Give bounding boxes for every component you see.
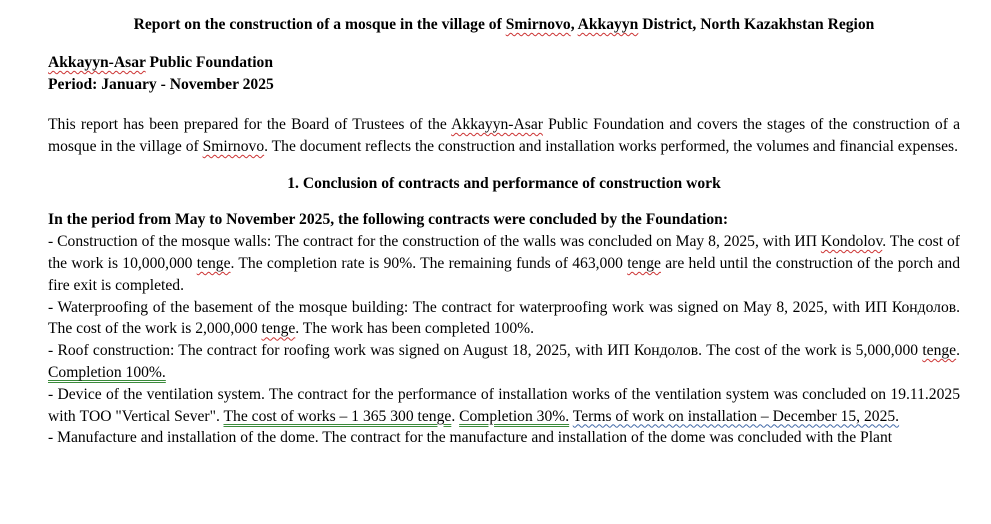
document-page <box>48 14 960 449</box>
cost-text: The cost of works – 1 365 300 tenge <box>223 407 452 425</box>
title-text: District, North Kazakhstan Region <box>638 16 875 33</box>
contract-item-waterproofing <box>48 297 960 341</box>
organization-block <box>48 52 960 95</box>
terms-text: Terms of work on installation – December 15, 2025. <box>572 407 900 425</box>
foundation-suffix: Public Foundation <box>145 54 274 71</box>
section-heading: 1. Conclusion of contracts and performance of construction work <box>287 174 721 192</box>
intro-text: . The document reflects the construction and installation works performed, the volumes and financial expenses. <box>264 137 958 155</box>
item-text: - Device of the ventilation system. The contract for the performance of installation works of the ventilation system was concluded on 19.11.2025 with ТОО "Vertical Sever". <box>48 385 960 425</box>
report-period: Period: January - November 2025 <box>48 75 274 93</box>
title-text: , <box>570 16 578 33</box>
foundation-name: Akkayyn-Asar <box>48 54 146 71</box>
item-text: . The completion rate is 90%. The remaining funds of 463,000 <box>230 254 628 272</box>
currency-word: tenge <box>196 254 231 272</box>
item-text: . <box>451 407 460 425</box>
completion-text: Completion 30%. <box>459 407 570 425</box>
contract-item-roof <box>48 340 960 384</box>
currency-word: tenge <box>261 320 296 338</box>
contract-item-dome: - Manufacture and installation of the dome. The contract for the manufacture and installation of the dome was concluded with the Plant <box>48 429 893 447</box>
item-text: - Construction of the mosque walls: The contract for the construction of the walls was concluded on May 8, 2025, with ИП <box>48 233 821 251</box>
completion-text: Completion 100%. <box>48 363 166 381</box>
item-text: . The cost of the work is 10,000,000 <box>48 233 960 272</box>
item-text: . <box>956 342 960 360</box>
currency-word: tenge <box>627 254 661 272</box>
contractor-name: Kondolov <box>820 233 883 251</box>
intro-paragraph <box>48 114 960 158</box>
title-village-name: Smirnovo <box>505 16 571 33</box>
intro-text: This report has been prepared for the Board of Trustees of the <box>48 116 452 133</box>
contract-item-walls <box>48 231 960 296</box>
title-text: Report on the construction of a mosque in the village of <box>133 16 506 33</box>
organization-name <box>48 52 960 74</box>
item-text: . The work has been completed 100%. <box>295 320 535 338</box>
item-text: - Roof construction: The contract for roofing work was signed on August 18, 2025, with ИП Кондолов. The cost of the work is 5,000,000 <box>48 342 923 360</box>
currency-word: tenge <box>922 342 957 360</box>
contracts-lead: In the period from May to November 2025, the following contracts were concluded by the Foundation: <box>48 211 729 229</box>
item-text: - Waterproofing of the basement of the mosque building: The contract for waterproofing work was signed on May 8, 2025, with ИП Кондолов. The cost of the work is 2,000,000 <box>48 298 960 338</box>
title-district-name: Akkayyn <box>577 16 639 33</box>
intro-foundation-name: Akkayyn-Asar <box>451 116 543 133</box>
document-title <box>48 14 960 36</box>
intro-text: Public Foundation and covers the stages of the construction of a mosque in the village of <box>48 116 960 155</box>
item-text: are held until the construction of the porch and fire exit is completed. <box>48 254 961 294</box>
intro-village-name: Smirnovo <box>202 137 265 155</box>
contract-item-ventilation <box>48 384 960 428</box>
